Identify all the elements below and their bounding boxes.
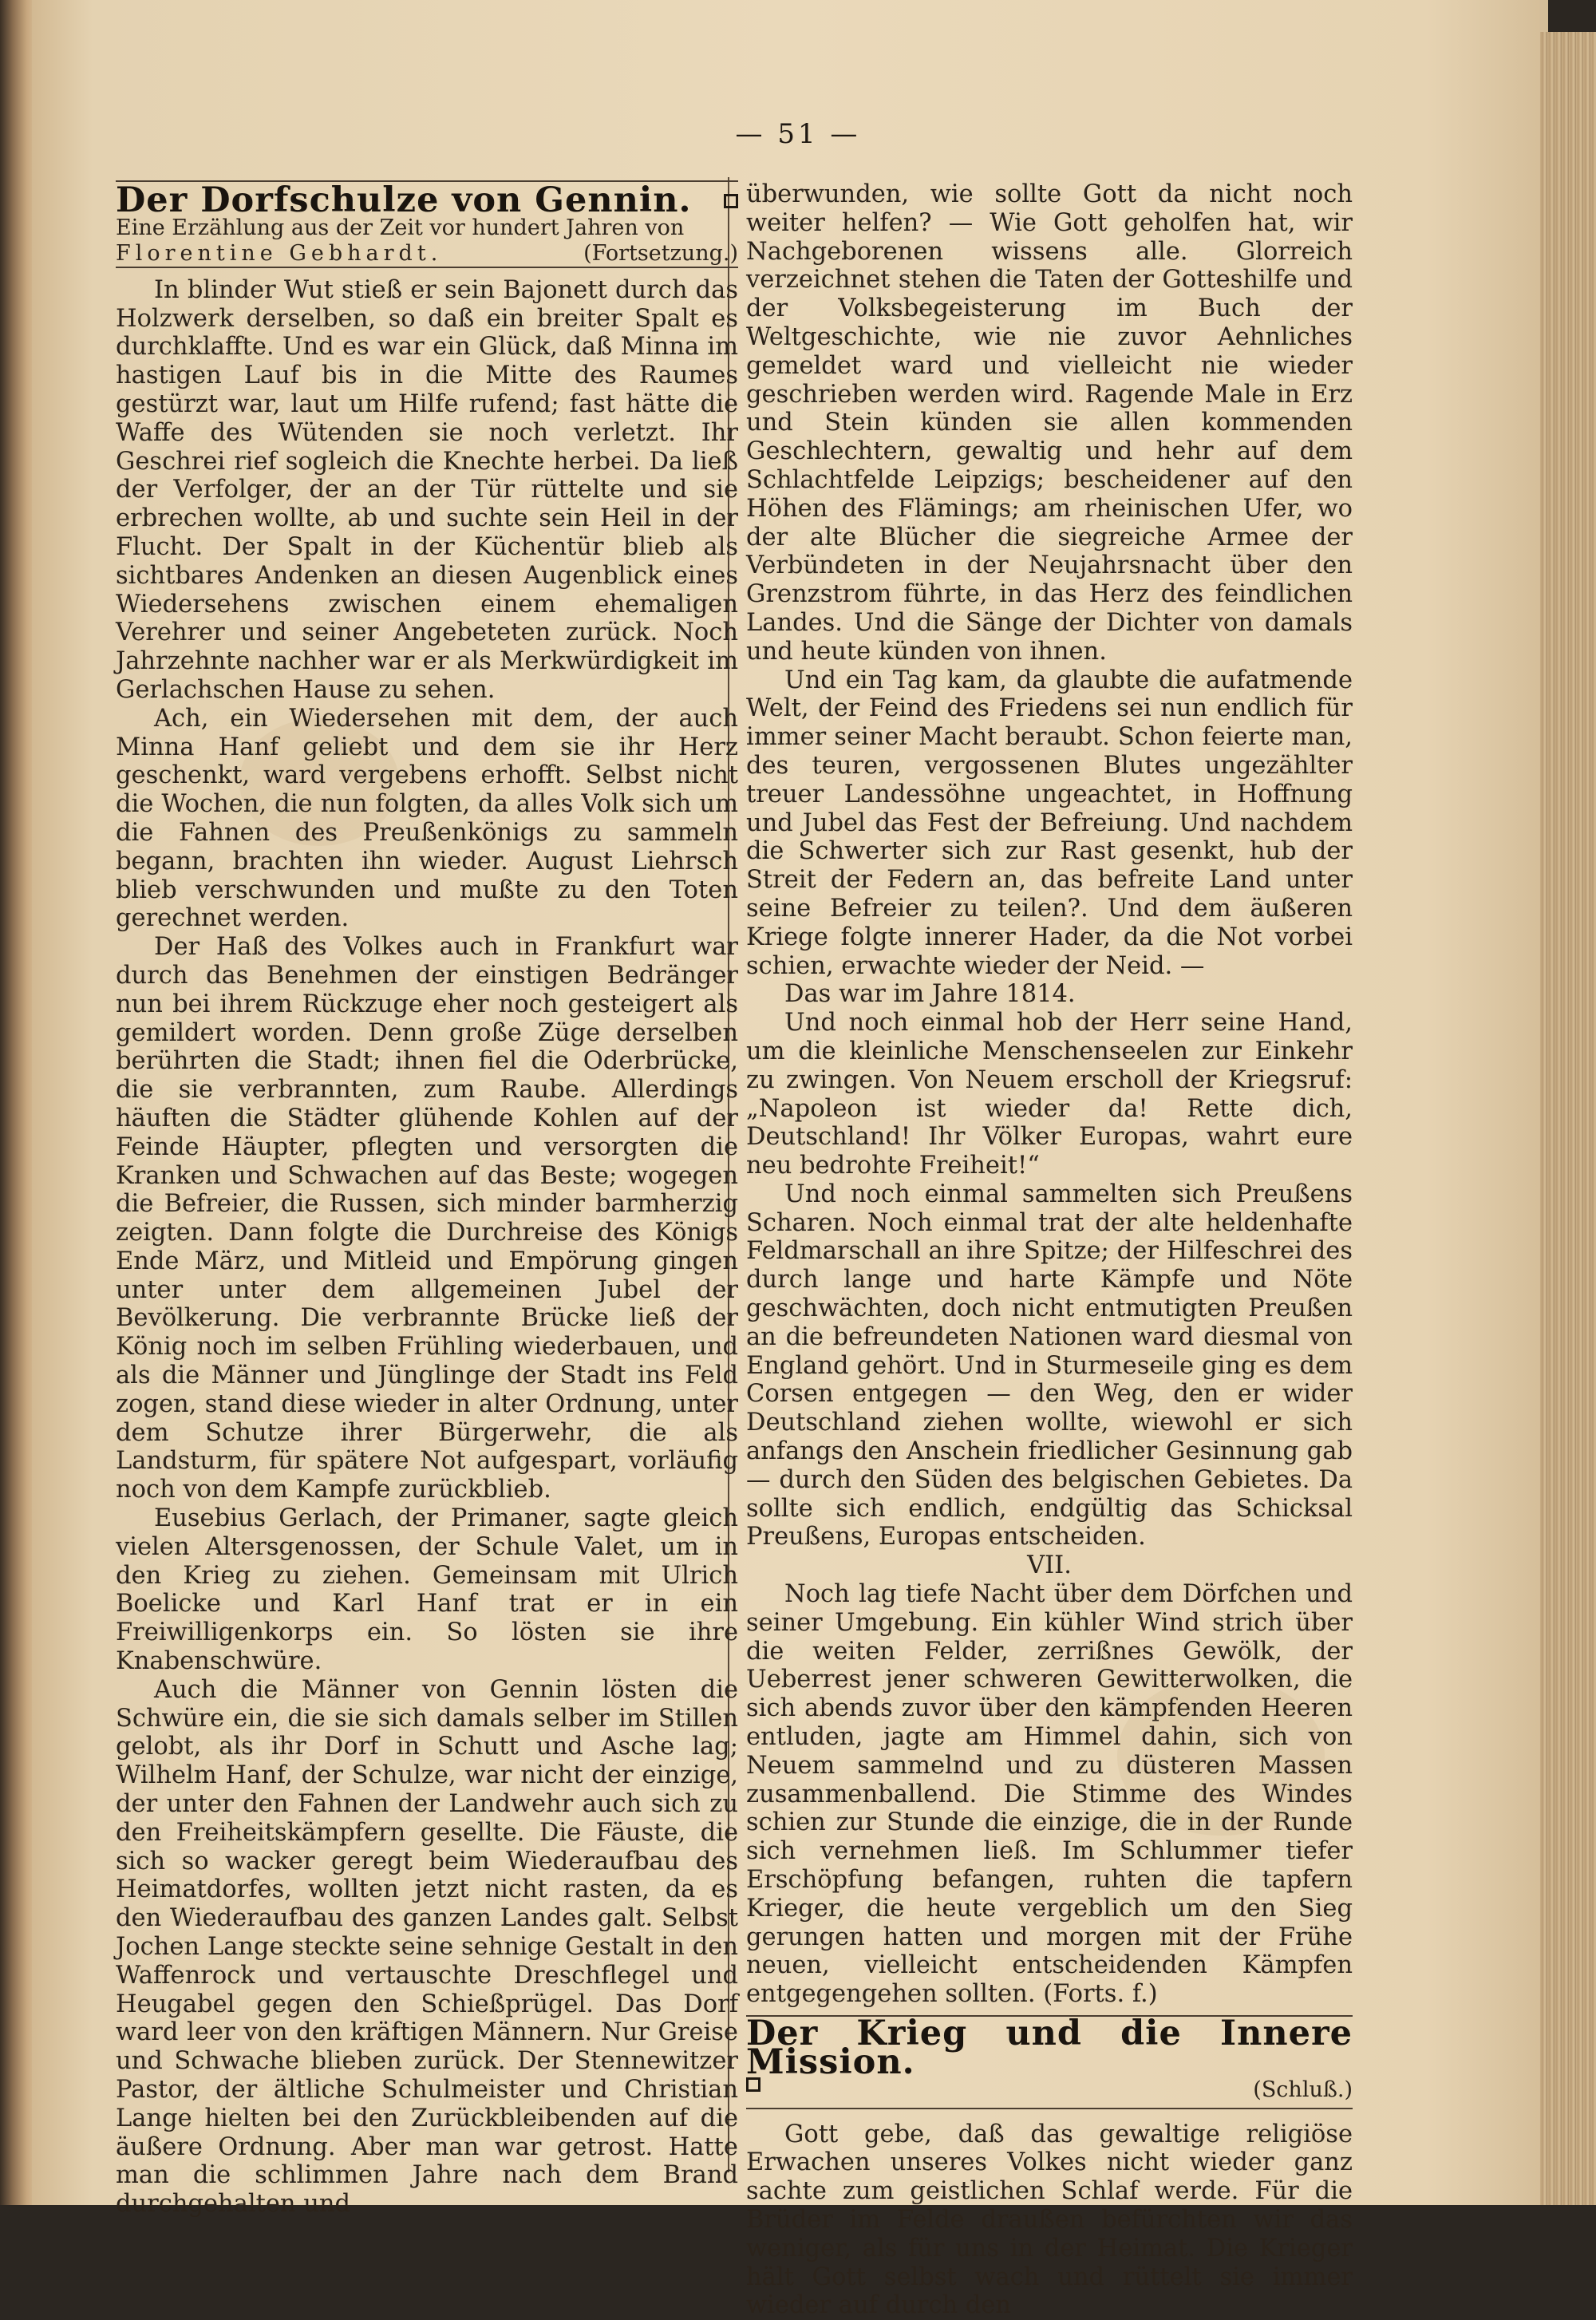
continuation-note: (Schluß.) [1253,2077,1353,2102]
author: Florentine Gebhardt. [116,240,443,266]
left-column [116,180,738,2219]
article-title: Der Krieg und die Innere Mission. [746,2014,1353,2082]
paragraph: Gott gebe, daß das gewaltige religiöse Erwachen unseres Volkes nicht wieder ganz sachte zum geistlichen Schlaf werde. Für die Brüder im Felde draußen befürchten wir das weniger, als für uns in der Heimat. Die Krieger hält Gott selbst wach und rüttelt sie immer wieder auf durch den [746,2120,1353,2320]
paragraph: Eusebius Gerlach, der Primaner, sagte gleich vielen Altersgenossen, der Schule Valet, um in den Krieg zu ziehen. Gemeinsam mit Ulrich Boelicke und Karl Hanf trat er in ein Freiwilligenkorps ein. So lösten sie ihre Knabenschwüre. [116,1504,738,1676]
paragraph: Und noch einmal hob der Herr seine Hand, um die kleinliche Menschenseelen zur Einkehr zu zwingen. Von Neuem erscholl der Kriegsruf: „Napoleon ist wieder da! Rette dich, Deutschland! Ihr Völker Europas, wahrt eure neu bedrohte Freiheit!“ [746,1009,1353,1180]
paragraph: Noch lag tiefe Nacht über dem Dörfchen und seiner Umgebung. Ein kühler Wind strich über die weiten Felder, zerrißnes Gewölk, der Ueberrest jener schweren Gewitterwolken, die sich abends zuvor über den kämpfenden Heeren entluden, jagte am Himmel dahin, sich von Neuem sammelnd und zu düsteren Massen zusammenballend. Die Stimme des Windes schien zur Stunde die einzige, die in der Runde sich vernehmen ließ. Im Schlummer tiefer Erschöpfung befangen, ruhten die tapfern Krieger, die heute vergeblich um den Sieg gerungen hatten und morgen mit der Frühe neuen, vielleicht entscheidenden Kämpfen entgegengehen sollten. (Forts. f.) [746,1580,1353,2009]
right-column [746,180,1353,2320]
paragraph: Und noch einmal sammelten sich Preußens Scharen. Noch einmal trat der alte heldenhafte Feldmarschall an ihre Spitze; der Hilfeschrei des durch lange und harte Kämpfe und Nöte geschwächten, doch nicht entmutigten Preußen an die befreundeten Nationen ward diesmal von England gehört. Und in Sturmeseile ging es dem Corsen entgegen — den Weg, den er wider Deutschland ziehen wollte, wiewohl er sich anfangs den Anschein friedlicher Gesinnung gab — durch den Süden des belgischen Gebietes. Da sollte sich endlich, endgültig das Schicksal Preußens, Europas entscheiden. [746,1180,1353,1551]
square-ornament-icon [724,194,738,208]
article-header [116,180,738,268]
article-title: Der Dorfschulze von Gennin. [116,180,692,220]
byline [116,241,738,267]
paragraph: überwunden, wie sollte Gott da nicht noch weiter helfen? — Wie Gott geholfen hat, wir Nachgeborenen wissens alle. Glorreich verzeichnet stehen die Taten der Gotteshilfe und der Volksbegeisterung im Buch der Weltgeschichte, wie nie zuvor Aehnliches gemeldet ward und vielleicht nie wieder geschrieben werden wird. Ragende Male in Erz und Stein künden sie allen kommenden Geschlechtern, gewaltig und hehr auf dem Schlachtfelde Leipzigs; bescheidener auf den Höhen des Flämings; am rheinischen Ufer, wo der alte Blücher die siegreiche Armee der Verbündeten in der Neujahrsnacht über den Grenzstrom führte, in das Herz des feindlichen Landes. Und die Sänge der Dichter von damals und heute künden von ihnen. [746,180,1353,666]
continuation-note: (Fortsetzung.) [583,240,738,266]
paragraph: Ach, ein Wiedersehen mit dem, der auch Minna Hanf geliebt und dem sie ihr Herz geschenkt, ward vergebens erhofft. Selbst nicht die Wochen, die nun folgten, da alles Volk sich um die Fahnen des Preußenkönigs zu sammeln begann, brachten ihn wieder. August Liehrsch blieb verschwunden und mußte zu den Toten gerechnet werden. [116,704,738,933]
article-header [746,2015,1353,2109]
paragraph: In blinder Wut stieß er sein Bajonett durch das Holzwerk derselben, so daß ein breiter Spalt es durchklaffte. Und es war ein Glück, daß Minna im hastigen Lauf bis in die Mitte des Raumes gestürzt war, laut um Hilfe rufend; fast hätte die Waffe des Wütenden sie noch verletzt. Ihr Geschrei rief sogleich die Knechte herbei. Da ließ der Verfolger, der an der Tür rüttelte und sie erbrechen wollte, ab und suchte sein Heil in der Flucht. Der Spalt in der Küchentür blieb als sichtbares Andenken an diesen Augenblick eines Wiedersehens zwischen einem ehemaligen Verehrer und seiner Angebeteten zurück. Noch Jahrzehnte nachher war er als Merkwürdigkeit im Gerlachschen Hause zu sehen. [116,275,738,704]
chapter-heading: VII. [1027,1551,1072,1580]
paragraph: Auch die Männer von Gennin lösten die Schwüre ein, die sie sich damals selber im Stillen gelobt, als ihr Dorf in Schutt und Asche lag; Wilhelm Hanf, der Schulze, war nicht der einzige, der unter den Fahnen der Landwehr auch sich zu den Freiheitskämpfern gesellte. Die Fäuste, die sich so wacker geregt beim Wiederaufbau des Heimatdorfes, wollten jetzt nicht rasten, da es den Wiederaufbau des ganzen Landes galt. Selbst Jochen Lange steckte seine sehnige Gestalt in den Waffenrock und vertauschte Dreschflegel und Heugabel gegen den Schießprügel. Das Dorf ward leer von den kräftigen Männern. Nur Greise und Schwache blieben zurück. Der Stennewitzer Pastor, der ältliche Schulmeister und Christian Lange hielten bei den Zurückbleibenden auf die äußere Ordnung. Aber man war getrost. Hatte man die schlimmen Jahre nach dem Brand durchgehalten und [116,1675,738,2219]
square-ornament-icon [746,2077,760,2092]
paragraph: Das war im Jahre 1814. [784,980,1076,1009]
paragraph: Und ein Tag kam, da glaubte die aufatmende Welt, der Feind des Friedens sei nun endlich für immer seiner Macht beraubt. Schon feierte man, des teuren, vergossenen Blutes ungezählter treuer Landessöhne ungeachtet, in Hoffnung und Jubel das Fest der Befreiung. Und nachdem die Schwerter sich zur Rast gesenkt, hub der Streit der Federn an, das befreite Land unter seine Befreier zu teilen?. Und dem äußeren Kriege folgte innerer Hader, da die Not vorbei schien, erwachte wieder der Neid. — [746,666,1353,980]
article-subtitle: Eine Erzählung aus der Zeit vor hundert Jahren von [116,215,685,240]
paragraph: Der Haß des Volkes auch in Frankfurt war durch das Benehmen der einstigen Bedränger nun bei ihrem Rückzuge eher noch gesteigert als gemildert worden. Denn große Züge derselben berührten die Stadt; ihnen fiel die Oderbrücke, die sie verbrannten, zum Raube. Allerdings häuften die Städter glühende Kohlen auf der Feinde Häupter, pflegten und versorgten die Kranken und Schwachen auf das Beste; wogegen die Befreier, die Russen, sich minder barmherzig zeigten. Dann folgte die Durchreise des Königs Ende März, und Mitleid und Empörung gingen unter unter dem allgemeinen Jubel der Bevölkerung. Die verbrannte Brücke ließ der König noch im selben Frühling wiederbauen, und als die Männer und Jünglinge der Stadt ins Feld zogen, stand diese wieder in alter Ordnung, unter dem Schutze ihrer Bürgerwehr, die als Landsturm, für spätere Not aufgespart, vorläufig noch von dem Kampfe zurückblieb. [116,933,738,1504]
page-edges [1540,32,1596,2205]
page-number: — 51 — [735,118,861,150]
